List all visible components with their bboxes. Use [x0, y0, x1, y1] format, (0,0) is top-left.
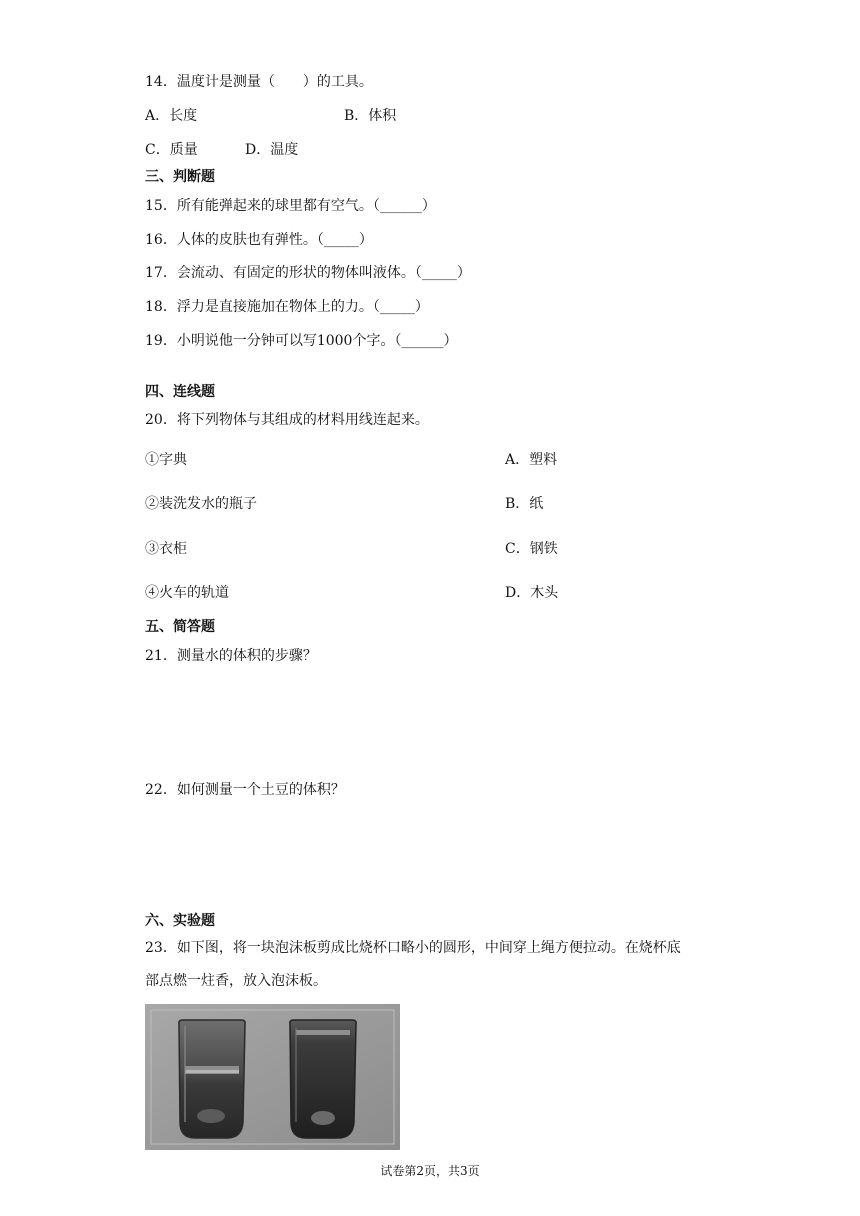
- right-beaker-icon: [290, 1020, 356, 1138]
- matching-right-item: A．塑料: [505, 452, 558, 468]
- beaker-experiment-photo: [145, 1004, 400, 1150]
- question-21: 21．测量水的体积的步骤？: [145, 648, 317, 664]
- section-6-heading: 六、实验题: [145, 913, 215, 929]
- question-23-line-1: 23．如下图，将一块泡沫板剪成比烧杯口略小的圆形，中间穿上绳方便拉动。在烧杯底: [145, 940, 681, 956]
- matching-left-item: ②装洗发水的瓶子: [145, 496, 257, 512]
- section-5-heading: 五、简答题: [145, 619, 215, 635]
- question-14-option-a: A．长度: [145, 108, 198, 124]
- page-footer: 试卷第2页，共3页: [380, 1164, 480, 1178]
- matching-right-item: C．钢铁: [505, 541, 558, 557]
- matching-left-item: ①字典: [145, 452, 187, 468]
- matching-left-item: ④火车的轨道: [145, 585, 229, 601]
- question-16: 16．人体的皮肤也有弹性。（_____）: [145, 232, 373, 248]
- question-15: 15．所有能弹起来的球里都有空气。（______）: [145, 198, 436, 214]
- question-19: 19．小明说他一分钟可以写1000个字。（______）: [145, 333, 458, 349]
- matching-left-item: ③衣柜: [145, 541, 187, 557]
- question-14-option-c: C．质量: [145, 142, 198, 158]
- matching-right-item: D．木头: [505, 585, 559, 601]
- question-23-line-2: 部点燃一炷香，放入泡沫板。: [145, 973, 327, 989]
- question-17: 17．会流动、有固定的形状的物体叫液体。（_____）: [145, 265, 471, 281]
- question-14-stem: 14．温度计是测量（ ）的工具。: [145, 74, 373, 90]
- question-18: 18．浮力是直接施加在物体上的力。（_____）: [145, 299, 429, 315]
- question-20-stem: 20．将下列物体与其组成的材料用线连起来。: [145, 412, 429, 428]
- question-14-option-d: D．温度: [245, 142, 299, 158]
- left-beaker-icon: [179, 1020, 245, 1138]
- question-14-option-b: B．体积: [344, 108, 397, 124]
- section-3-heading: 三、判断题: [145, 169, 215, 185]
- matching-right-item: B．纸: [505, 496, 544, 512]
- question-22: 22．如何测量一个土豆的体积？: [145, 782, 345, 798]
- section-4-heading: 四、连线题: [145, 384, 215, 400]
